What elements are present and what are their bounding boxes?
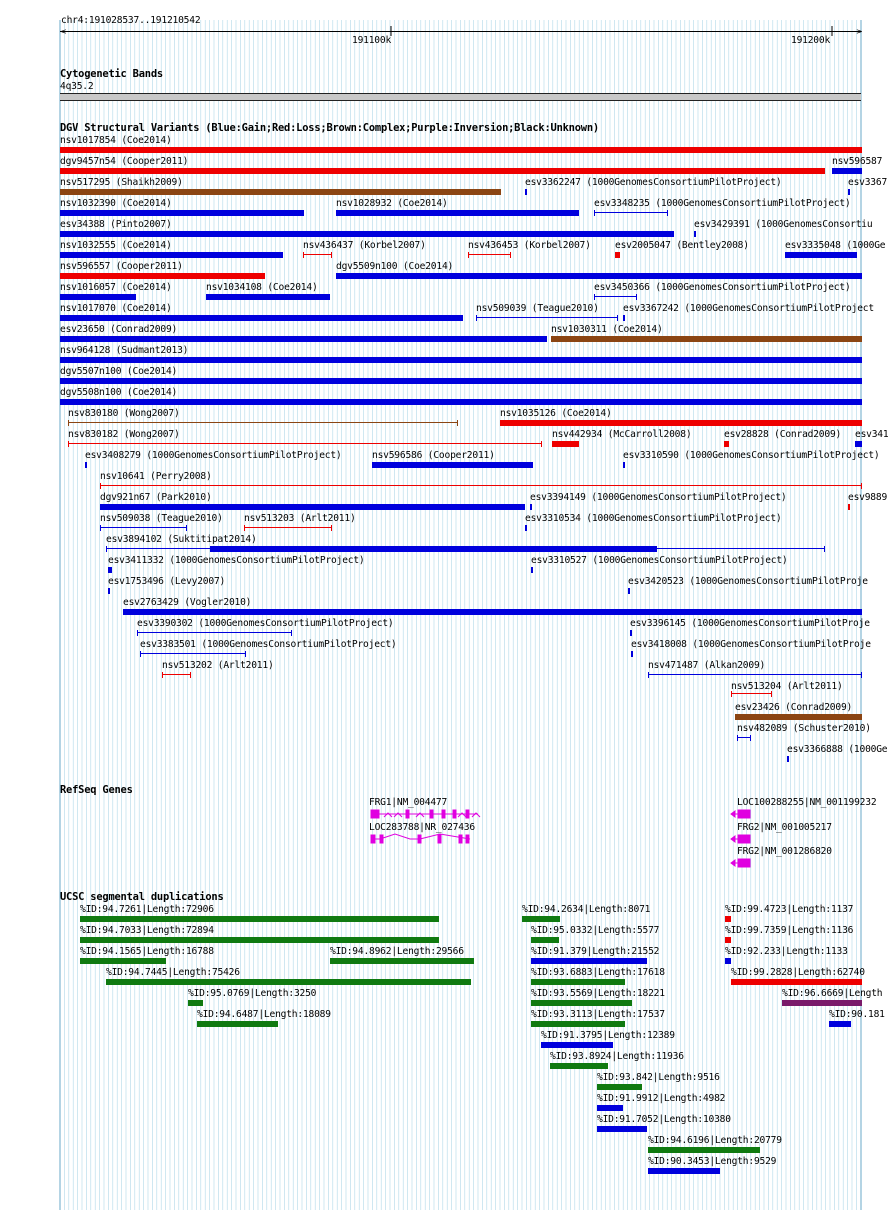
segdup-feature-label[interactable]: %ID:93.842|Length:9516 [597,1072,720,1083]
dgv-feature-label[interactable]: esv3362247 (1000GenomesConsortiumPilotProject) [525,177,782,188]
dgv-feature-label[interactable]: nsv1028932 (Coe2014) [336,198,448,209]
segdup-feature-label[interactable]: %ID:94.1565|Length:16788 [80,946,214,957]
gene-model-loc100288255 [731,810,750,818]
dgv-feature-label[interactable]: esv3310534 (1000GenomesConsortiumPilotProject) [525,513,782,524]
segdup-feature-label[interactable]: %ID:90.181 [829,1009,885,1020]
dgv-feature-label[interactable]: esv1753496 (Levy2007) [108,576,226,587]
segdup-feature-label[interactable]: %ID:94.2634|Length:8071 [522,904,651,915]
segdup-feature-label[interactable]: %ID:93.6883|Length:17618 [531,967,665,978]
segdup-feature-label[interactable]: %ID:94.7033|Length:72894 [80,925,214,936]
ruler-tick-label: 191200k [791,35,831,46]
segdup-feature-label[interactable]: %ID:94.6196|Length:20779 [648,1135,782,1146]
segdup-feature-label[interactable]: %ID:91.7052|Length:10380 [597,1114,731,1125]
dgv-feature-label[interactable]: nsv509038 (Teague2010) [100,513,223,524]
segdup-feature-label[interactable]: %ID:91.379|Length:21552 [531,946,660,957]
dgv-feature-label[interactable]: nsv471487 (Alkan2009) [648,660,766,671]
gene-model-frg2-a [731,835,750,843]
refseq-feature-label[interactable]: FRG2|NM_001286820 [737,846,832,857]
dgv-feature-label[interactable]: esv23650 (Conrad2009) [60,324,178,335]
segdup-feature-label[interactable]: %ID:94.6487|Length:18089 [197,1009,331,1020]
dgv-feature-label[interactable]: esv34388 (Pinto2007) [60,219,172,230]
dgv-feature-label[interactable]: esv3383501 (1000GenomesConsortiumPilotProject) [140,639,397,650]
dgv-feature-label[interactable]: nsv1030311 (Coe2014) [551,324,663,335]
dgv-feature-label[interactable]: nsv830180 (Wong2007) [68,408,180,419]
refseq-feature-label[interactable]: LOC100288255|NM_001199232 [737,797,877,808]
track-title-segdup[interactable]: UCSC segmental duplications [60,891,224,903]
dgv-feature-label[interactable]: nsv436437 (Korbel2007) [303,240,426,251]
segdup-feature-label[interactable]: %ID:93.5569|Length:18221 [531,988,665,999]
dgv-feature-label[interactable]: esv3366888 (1000Ge [787,744,888,755]
dgv-feature-label[interactable]: esv3418008 (1000GenomesConsortiumPilotProje [631,639,871,650]
segdup-feature-label[interactable]: %ID:94.8962|Length:29566 [330,946,464,957]
segdup-feature-label[interactable]: %ID:93.3113|Length:17537 [531,1009,665,1020]
dgv-feature-label[interactable]: esv3411332 (1000GenomesConsortiumPilotProject) [108,555,365,566]
segdup-feature-label[interactable]: %ID:92.233|Length:1133 [725,946,848,957]
dgv-feature-label[interactable]: nsv436453 (Korbel2007) [468,240,591,251]
dgv-feature-label[interactable]: esv2005047 (Bentley2008) [615,240,749,251]
track-title-refseq[interactable]: RefSeq Genes [60,784,133,796]
dgv-feature-label[interactable]: esv3310527 (1000GenomesConsortiumPilotProject) [531,555,788,566]
segdup-feature-label[interactable]: %ID:91.9912|Length:4982 [597,1093,726,1104]
dgv-feature-label[interactable]: esv2763429 (Vogler2010) [123,597,252,608]
segdup-feature-label[interactable]: %ID:95.0332|Length:5577 [531,925,660,936]
dgv-feature-label[interactable]: nsv1016057 (Coe2014) [60,282,172,293]
dgv-feature-label[interactable]: dgv5509n100 (Coe2014) [336,261,454,272]
dgv-feature-label[interactable]: nsv830182 (Wong2007) [68,429,180,440]
dgv-feature-label[interactable]: dgv5508n100 (Coe2014) [60,387,178,398]
track-title-cytoband[interactable]: Cytogenetic Bands [60,68,163,80]
dgv-feature-label[interactable]: nsv596557 (Cooper2011) [60,261,183,272]
refseq-feature-label[interactable]: FRG2|NM_001005217 [737,822,832,833]
dgv-feature-label[interactable]: nsv513202 (Arlt2011) [162,660,274,671]
dgv-feature-label[interactable]: nsv513204 (Arlt2011) [731,681,843,692]
segdup-feature-label[interactable]: %ID:99.2828|Length:62740 [731,967,865,978]
dgv-feature-label[interactable]: esv3420523 (1000GenomesConsortiumPilotProje [628,576,868,587]
dgv-feature-label[interactable]: nsv513203 (Arlt2011) [244,513,356,524]
ruler-right-arrow-icon: > [856,27,863,36]
cytoband-label: 4q35.2 [60,81,94,92]
dgv-feature-label[interactable]: nsv964128 (Sudmant2013) [60,345,189,356]
segdup-feature-label[interactable]: %ID:94.7261|Length:72906 [80,904,214,915]
refseq-feature-label[interactable]: FRG1|NM_004477 [369,797,448,808]
dgv-feature-label[interactable]: dgv9457n54 (Cooper2011) [60,156,189,167]
dgv-feature-label[interactable]: esv3367 [848,177,888,188]
gene-model-frg1 [371,810,480,818]
segdup-feature-label[interactable]: %ID:96.6669|Length [782,988,883,999]
dgv-feature-label[interactable]: esv28828 (Conrad2009) [724,429,842,440]
dgv-feature-label[interactable]: dgv5507n100 (Coe2014) [60,366,178,377]
dgv-feature-label[interactable]: esv3396145 (1000GenomesConsortiumPilotProje [630,618,870,629]
dgv-feature-label[interactable]: nsv1032555 (Coe2014) [60,240,172,251]
dgv-feature-label[interactable]: esv3348235 (1000GenomesConsortiumPilotProject) [594,198,851,209]
segdup-feature-label[interactable]: %ID:99.4723|Length:1137 [725,904,854,915]
refseq-feature-label[interactable]: LOC283788|NR_027436 [369,822,475,833]
segdup-feature-label[interactable]: %ID:90.3453|Length:9529 [648,1156,777,1167]
ruler-location: chr4:191028537..191210542 [61,15,201,26]
dgv-feature-label[interactable]: esv3394149 (1000GenomesConsortiumPilotProject) [530,492,787,503]
dgv-feature-label[interactable]: esv3390302 (1000GenomesConsortiumPilotProject) [137,618,394,629]
segdup-feature-label[interactable]: %ID:94.7445|Length:75426 [106,967,240,978]
dgv-feature-label[interactable]: esv9889 [848,492,888,503]
dgv-feature-label[interactable]: esv3335048 (1000Ge [785,240,886,251]
dgv-feature-label[interactable]: nsv596586 (Cooper2011) [372,450,495,461]
dgv-feature-label[interactable]: nsv596587 [832,156,883,167]
dgv-feature-label[interactable]: dgv921n67 (Park2010) [100,492,212,503]
dgv-feature-label[interactable]: nsv517295 (Shaikh2009) [60,177,183,188]
dgv-feature-label[interactable]: esv3429391 (1000GenomesConsortiu [694,219,873,230]
dgv-feature-label[interactable]: nsv442934 (McCarroll2008) [552,429,692,440]
gene-model-loc283788 [371,834,470,843]
dgv-feature-label[interactable]: nsv482089 (Schuster2010) [737,723,871,734]
track-title-dgv[interactable]: DGV Structural Variants (Blue:Gain;Red:Loss;Brown:Complex;Purple:Inversion;Black:Unknown) [60,122,599,134]
segdup-feature-label[interactable]: %ID:99.7359|Length:1136 [725,925,854,936]
gene-model-frg2-b [731,859,750,867]
dgv-feature-label[interactable]: esv3408279 (1000GenomesConsortiumPilotProject) [85,450,342,461]
dgv-feature-label[interactable]: esv3367242 (1000GenomesConsortiumPilotProject [623,303,874,314]
ruler-left-arrow-icon: < [60,27,67,36]
segdup-feature-label[interactable]: %ID:93.8924|Length:11936 [550,1051,684,1062]
dgv-feature-label[interactable]: nsv1034108 (Coe2014) [206,282,318,293]
ruler-tick-label: 191100k [352,35,392,46]
dgv-feature-label[interactable]: esv3894102 (Suktitipat2014) [106,534,257,545]
segdup-feature-label[interactable]: %ID:91.3795|Length:12389 [541,1030,675,1041]
dgv-feature-label[interactable]: esv341 [855,429,889,440]
dgv-feature-label[interactable]: esv23426 (Conrad2009) [735,702,853,713]
dgv-feature-label[interactable]: nsv1032390 (Coe2014) [60,198,172,209]
dgv-feature-label[interactable]: nsv1017854 (Coe2014) [60,135,172,146]
dgv-feature-label[interactable]: nsv509039 (Teague2010) [476,303,599,314]
segdup-feature-label[interactable]: %ID:95.0769|Length:3250 [188,988,317,999]
dgv-feature-label[interactable]: nsv1035126 (Coe2014) [500,408,612,419]
dgv-feature-label[interactable]: nsv1017070 (Coe2014) [60,303,172,314]
dgv-feature-label[interactable]: nsv10641 (Perry2008) [100,471,212,482]
dgv-feature-label[interactable]: esv3310590 (1000GenomesConsortiumPilotProject) [623,450,880,461]
dgv-feature-label[interactable]: esv3450366 (1000GenomesConsortiumPilotProject) [594,282,851,293]
